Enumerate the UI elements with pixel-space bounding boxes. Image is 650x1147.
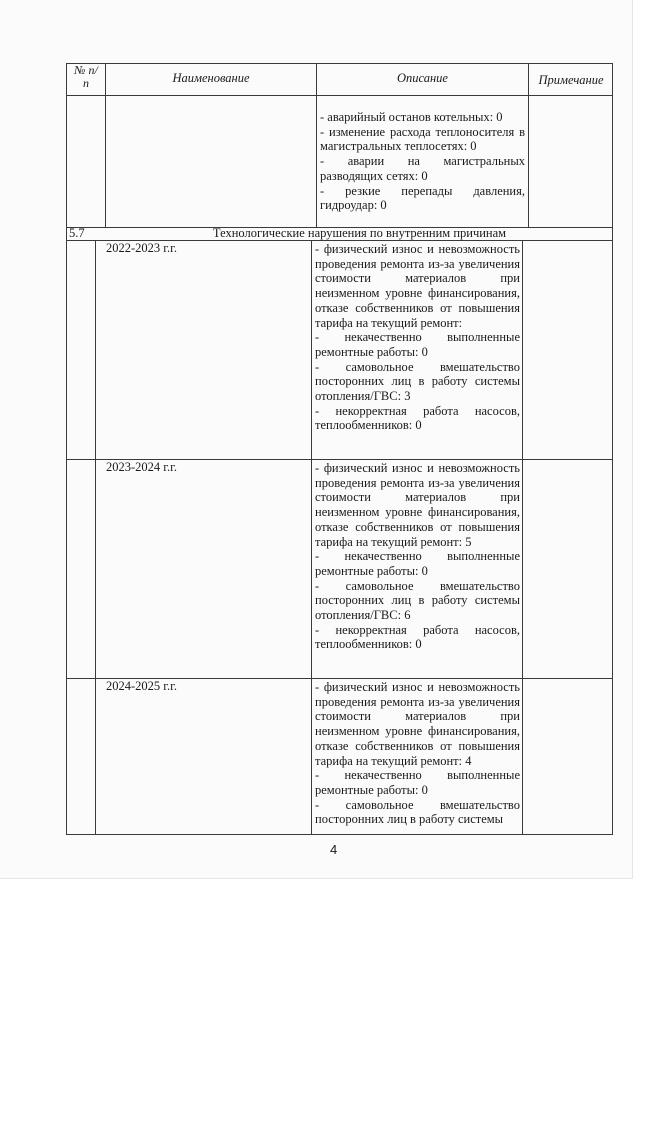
continued-line: - аварии на магистральных разводящих сетях: 0: [320, 154, 525, 183]
continued-line: - аварийный останов котельных: 0: [320, 110, 503, 124]
description-item: - физический износ и невозможность проведения ремонта из-за увеличения стоимости материалов при неизменном уровне финансирования, отказе собственников от повышения тарифа на текущий ремонт: 4: [315, 680, 520, 768]
period-description: [315, 242, 520, 433]
description-item: - некорректная работа насосов, теплообменников: 0: [315, 622, 520, 652]
description-item: - некачественно выполненные ремонтные работы: 0: [315, 330, 520, 359]
description-item: - самовольное вмешательство посторонних лиц в работу системы отопления/ГВС: 3: [315, 359, 520, 404]
header-name: Наименование: [172, 71, 250, 85]
continued-line: - изменение расхода теплоносителя в магистральных теплосетях: 0: [320, 124, 525, 154]
period-name: 2022-2023 г.г.: [106, 241, 177, 255]
period-name: 2024-2025 г.г.: [106, 679, 177, 693]
period-description: [315, 461, 520, 652]
description-item: - физический износ и невозможность проведения ремонта из-за увеличения стоимости материалов при неизменном уровне финансирования, отказе собственников от повышения тарифа на текущий ремонт:: [315, 242, 520, 330]
section-number: 5.7: [69, 226, 85, 240]
header-note: Примечание: [538, 73, 604, 87]
period-name: 2023-2024 г.г.: [106, 460, 177, 474]
description-item: - некорректная работа насосов, теплообменников: 0: [315, 403, 520, 433]
description-item: - физический износ и невозможность проведения ремонта из-за увеличения стоимости материалов при неизменном уровне финансирования, отказе собственников от повышения тарифа на текущий ремонт: 5: [315, 461, 520, 549]
header-description: Описание: [396, 71, 448, 85]
header-num: № п/п: [74, 63, 98, 90]
continued-description: [320, 110, 525, 213]
description-item: - некачественно выполненные ремонтные работы: 0: [315, 549, 520, 578]
description-item: - некачественно выполненные ремонтные работы: 0: [315, 768, 520, 797]
period-description: [315, 680, 520, 827]
description-item: - самовольное вмешательство посторонних лиц в работу системы: [315, 797, 520, 827]
section-title: Технологические нарушения по внутренним причинам: [212, 226, 507, 240]
page-number: 4: [330, 842, 338, 857]
continued-line: - резкие перепады давления, гидроудар: 0: [320, 183, 525, 213]
description-item: - самовольное вмешательство посторонних лиц в работу системы отопления/ГВС: 6: [315, 578, 520, 623]
